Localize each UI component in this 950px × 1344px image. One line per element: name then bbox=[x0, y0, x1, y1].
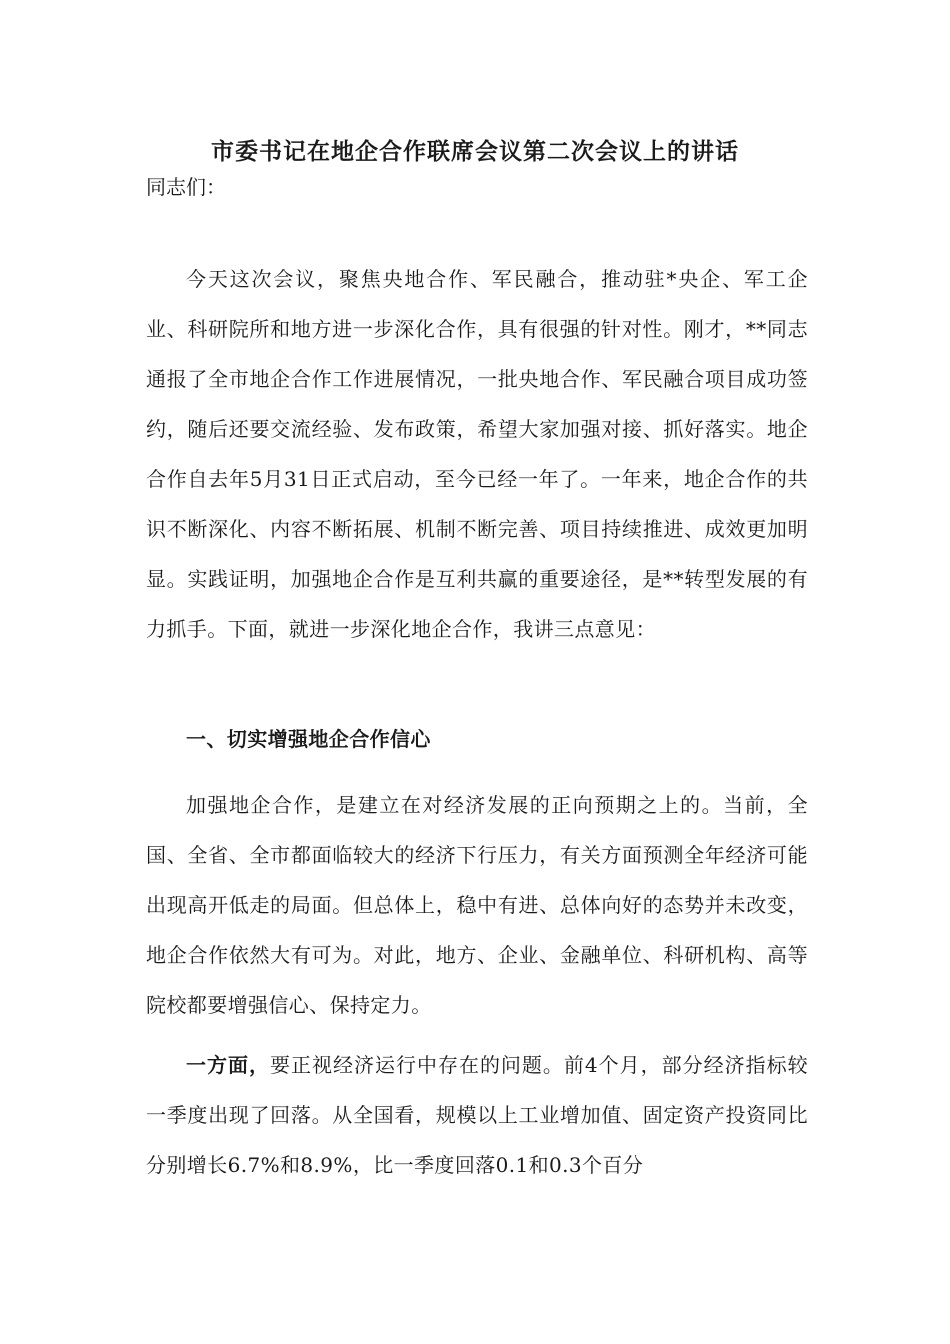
greeting: 同志们： bbox=[146, 175, 226, 199]
section-heading-1: 一、切实增强地企合作信心 bbox=[186, 727, 431, 751]
paragraph-confidence: 加强地企合作，是建立在对经济发展的正向预期之上的。当前，全国、全省、全市都面临较大的经济下行压力，有关方面预测全年经济可能出现高开低走的局面。但总体上，稳中有进、总体向好的态势并未改变，地企合作依然大有可为。对此，地方、企业、金融单位、科研机构、高等院校都要增强信心、保持定力。 bbox=[146, 793, 808, 1017]
paragraph-body: 要正视经济运行中存在的问题。前4个月，部分经济指标较一季度出现了回落。从全国看，规模以上工业增加值、固定资产投资同比分别增长6.7%和8.9%，比一季度回落0.1和0.3个百分 bbox=[146, 1053, 808, 1177]
paragraph-intro: 今天这次会议，聚焦央地合作、军民融合，推动驻*央企、军工企业、科研院所和地方进一步深化合作，具有很强的针对性。刚才，**同志通报了全市地企合作工作进展情况，一批央地合作、军民融合项目成功签约，随后还要交流经验、发布政策，希望大家加强对接、抓好落实。地企合作自去年5月31日正式启动，至今已经一年了。一年来，地企合作的共识不断深化、内容不断拓展、机制不断完善、项目持续推进、成效更加明显。实践证明，加强地企合作是互利共赢的重要途径，是**转型发展的有力抓手。下面，就进一步深化地企合作，我讲三点意见： bbox=[146, 267, 808, 641]
paragraph-one-hand bbox=[146, 1040, 808, 1190]
paragraph-lead: 一方面， bbox=[186, 1053, 270, 1077]
document-title: 市委书记在地企合作联席会议第二次会议上的讲话 bbox=[211, 138, 739, 165]
